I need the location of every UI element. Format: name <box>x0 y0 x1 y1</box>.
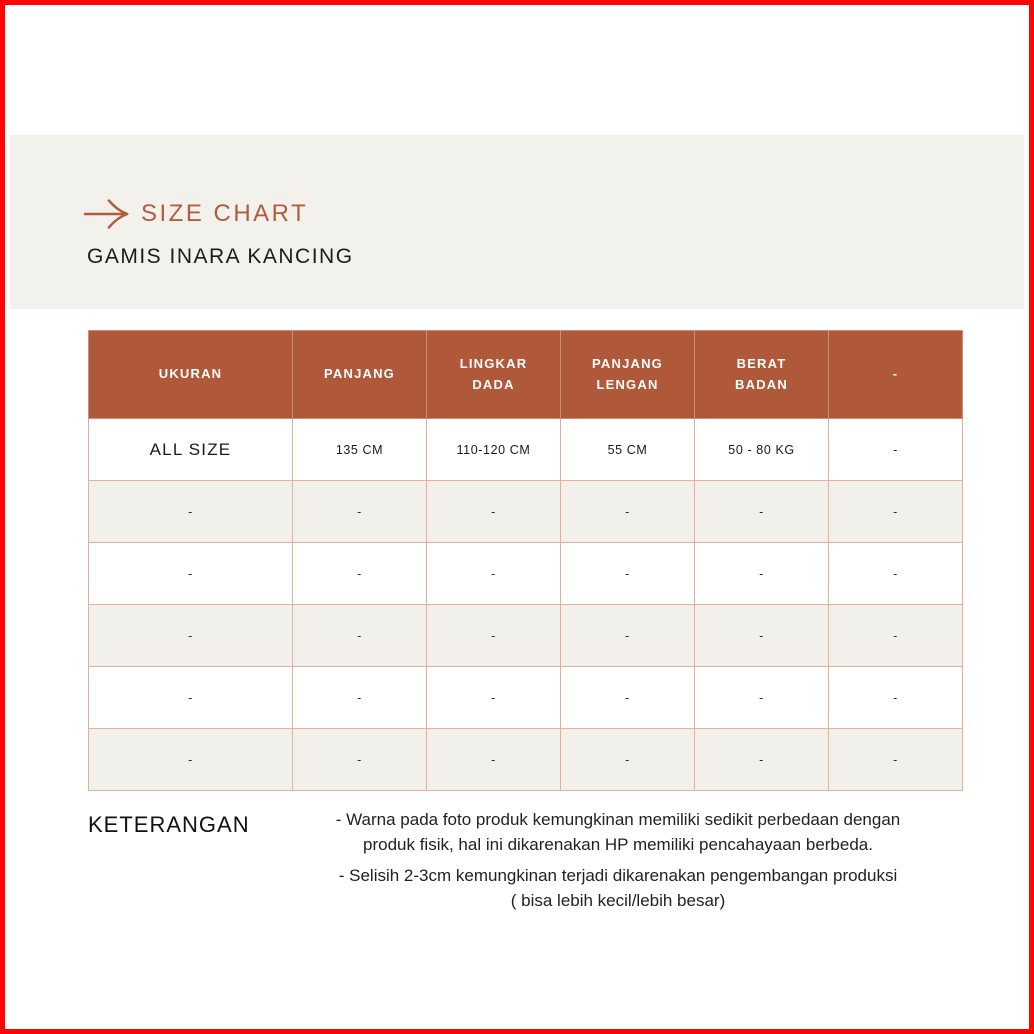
column-header-berat-badan: BERAT BADAN <box>695 331 829 419</box>
table-cell: - <box>427 729 561 791</box>
table-row <box>89 543 963 605</box>
table-row <box>89 729 963 791</box>
table-cell: - <box>427 605 561 667</box>
table-cell: - <box>89 729 293 791</box>
table-cell: - <box>89 667 293 729</box>
notes-section <box>88 808 963 921</box>
table-cell: - <box>829 543 963 605</box>
table-cell: - <box>561 605 695 667</box>
note-line: - Warna pada foto produk kemungkinan memiliki sedikit perbedaan dengan <box>335 810 901 829</box>
note-color-disclaimer <box>273 808 963 857</box>
table-cell: - <box>293 667 427 729</box>
table-cell: - <box>293 605 427 667</box>
right-arrow-icon <box>83 197 129 231</box>
column-header-lingkar-dada: LINGKAR DADA <box>427 331 561 419</box>
table-cell: - <box>561 543 695 605</box>
notes-heading: KETERANGAN <box>88 812 250 837</box>
column-header-ukuran: UKURAN <box>89 331 293 419</box>
table-cell: 110-120 CM <box>427 419 561 481</box>
table-cell: ALL SIZE <box>89 419 293 481</box>
column-header-panjang-lengan: PANJANG LENGAN <box>561 331 695 419</box>
page-title: SIZE CHART <box>141 200 309 227</box>
table-cell: - <box>293 729 427 791</box>
table-cell: - <box>695 667 829 729</box>
size-chart-table <box>88 330 963 791</box>
note-line: produk fisik, hal ini dikarenakan HP memiliki pencahayaan berbeda. <box>363 834 873 854</box>
table-cell: - <box>561 667 695 729</box>
table-cell: - <box>829 481 963 543</box>
table-cell: - <box>829 729 963 791</box>
table-row <box>89 481 963 543</box>
table-cell: - <box>829 419 963 481</box>
table-cell: - <box>427 481 561 543</box>
table-cell: - <box>695 729 829 791</box>
table-cell: - <box>695 605 829 667</box>
product-name: GAMIS INARA KANCING <box>87 245 354 268</box>
table-row <box>89 419 963 481</box>
table-cell: - <box>427 543 561 605</box>
note-size-tolerance <box>273 864 963 913</box>
table-row <box>89 605 963 667</box>
table-cell: - <box>427 667 561 729</box>
table-cell: - <box>89 481 293 543</box>
notes-body <box>273 808 963 921</box>
title-row <box>83 197 308 231</box>
table-cell: - <box>561 729 695 791</box>
note-line: ( bisa lebih kecil/lebih besar) <box>510 890 726 910</box>
table-header-row <box>89 331 963 419</box>
table-cell: 55 CM <box>561 419 695 481</box>
table-cell: - <box>293 481 427 543</box>
column-header-blank: - <box>829 331 963 419</box>
note-line: - Selisih 2-3cm kemungkinan terjadi dikarenakan pengembangan produksi <box>338 866 898 886</box>
table-cell: - <box>695 481 829 543</box>
table-cell: 135 CM <box>293 419 427 481</box>
table-cell: - <box>695 543 829 605</box>
hero-band <box>10 135 1024 309</box>
table-cell: - <box>561 481 695 543</box>
table-cell: - <box>89 543 293 605</box>
table-cell: - <box>829 667 963 729</box>
table-cell: - <box>293 543 427 605</box>
table-row <box>89 667 963 729</box>
column-header-panjang: PANJANG <box>293 331 427 419</box>
table-cell: 50 - 80 KG <box>695 419 829 481</box>
table-cell: - <box>89 605 293 667</box>
table-cell: - <box>829 605 963 667</box>
